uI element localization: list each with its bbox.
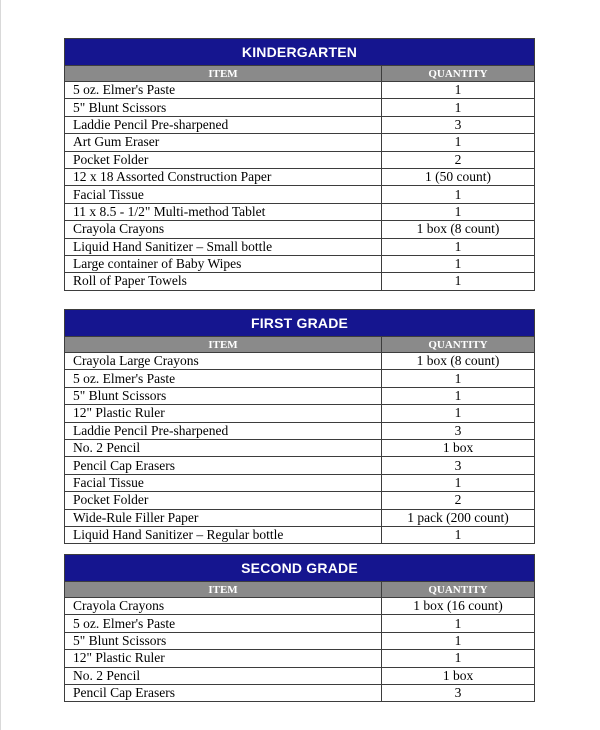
item-cell: No. 2 Pencil xyxy=(65,667,382,684)
table-row xyxy=(65,650,535,667)
item-cell: 11 x 8.5 - 1/2" Multi-method Tablet xyxy=(65,203,382,220)
item-cell: Liquid Hand Sanitizer – Regular bottle xyxy=(65,526,382,543)
item-column-header: ITEM xyxy=(65,66,382,82)
quantity-cell: 1 box xyxy=(382,439,535,456)
item-cell: Pocket Folder xyxy=(65,492,382,509)
section-title: FIRST GRADE xyxy=(65,310,535,337)
item-cell: 5" Blunt Scissors xyxy=(65,99,382,116)
quantity-cell: 1 xyxy=(382,650,535,667)
table-row xyxy=(65,422,535,439)
quantity-cell: 1 xyxy=(382,99,535,116)
table-row xyxy=(65,203,535,220)
item-cell: 5 oz. Elmer's Paste xyxy=(65,82,382,99)
table-row xyxy=(65,82,535,99)
quantity-cell: 1 xyxy=(382,615,535,632)
table-row xyxy=(65,273,535,290)
quantity-cell: 1 xyxy=(382,134,535,151)
table-row xyxy=(65,134,535,151)
quantity-cell: 1 pack (200 count) xyxy=(382,509,535,526)
quantity-cell: 1 xyxy=(382,186,535,203)
quantity-cell: 1 xyxy=(382,203,535,220)
table-row xyxy=(65,186,535,203)
item-cell: Crayola Crayons xyxy=(65,221,382,238)
quantity-cell: 1 box (16 count) xyxy=(382,598,535,615)
quantity-cell: 3 xyxy=(382,116,535,133)
table-row xyxy=(65,474,535,491)
item-cell: 12 x 18 Assorted Construction Paper xyxy=(65,168,382,185)
table-row xyxy=(65,439,535,456)
quantity-cell: 1 xyxy=(382,82,535,99)
item-cell: Laddie Pencil Pre-sharpened xyxy=(65,422,382,439)
table-row xyxy=(65,370,535,387)
quantity-cell: 1 xyxy=(382,387,535,404)
table-row xyxy=(65,598,535,615)
quantity-cell: 1 xyxy=(382,405,535,422)
table-row xyxy=(65,509,535,526)
quantity-cell: 1 (50 count) xyxy=(382,168,535,185)
item-cell: Large container of Baby Wipes xyxy=(65,255,382,272)
item-cell: Laddie Pencil Pre-sharpened xyxy=(65,116,382,133)
table-row xyxy=(65,99,535,116)
quantity-cell: 1 box (8 count) xyxy=(382,221,535,238)
quantity-cell: 1 xyxy=(382,255,535,272)
item-cell: 5" Blunt Scissors xyxy=(65,632,382,649)
quantity-cell: 3 xyxy=(382,422,535,439)
table-row xyxy=(65,238,535,255)
quantity-cell: 1 xyxy=(382,526,535,543)
table-row xyxy=(65,151,535,168)
quantity-cell: 1 xyxy=(382,238,535,255)
quantity-column-header: QUANTITY xyxy=(382,582,535,598)
table-row xyxy=(65,684,535,701)
item-cell: Liquid Hand Sanitizer – Small bottle xyxy=(65,238,382,255)
item-cell: Facial Tissue xyxy=(65,186,382,203)
table-row xyxy=(65,615,535,632)
quantity-cell: 1 box (8 count) xyxy=(382,353,535,370)
table-row xyxy=(65,255,535,272)
item-cell: Pencil Cap Erasers xyxy=(65,457,382,474)
quantity-cell: 3 xyxy=(382,684,535,701)
column-header-row xyxy=(65,66,535,82)
title-row xyxy=(65,39,535,66)
item-cell: 5 oz. Elmer's Paste xyxy=(65,615,382,632)
item-cell: Roll of Paper Towels xyxy=(65,273,382,290)
item-cell: 5" Blunt Scissors xyxy=(65,387,382,404)
second-grade-table xyxy=(64,554,535,702)
title-row xyxy=(65,555,535,582)
quantity-column-header: QUANTITY xyxy=(382,337,535,353)
table-row xyxy=(65,387,535,404)
page-edge xyxy=(0,0,1,730)
item-cell: 12" Plastic Ruler xyxy=(65,650,382,667)
item-column-header: ITEM xyxy=(65,337,382,353)
table-row xyxy=(65,168,535,185)
table-row xyxy=(65,457,535,474)
quantity-cell: 2 xyxy=(382,492,535,509)
item-cell: Facial Tissue xyxy=(65,474,382,491)
title-row xyxy=(65,310,535,337)
column-header-row xyxy=(65,582,535,598)
item-cell: 5 oz. Elmer's Paste xyxy=(65,370,382,387)
quantity-cell: 3 xyxy=(382,457,535,474)
quantity-cell: 1 xyxy=(382,632,535,649)
column-header-row xyxy=(65,337,535,353)
quantity-cell: 1 xyxy=(382,273,535,290)
item-cell: Crayola Large Crayons xyxy=(65,353,382,370)
table-row xyxy=(65,221,535,238)
first-grade-table xyxy=(64,309,535,544)
table-row xyxy=(65,667,535,684)
item-cell: Art Gum Eraser xyxy=(65,134,382,151)
table-row xyxy=(65,116,535,133)
table-row xyxy=(65,526,535,543)
item-cell: No. 2 Pencil xyxy=(65,439,382,456)
table-row xyxy=(65,492,535,509)
quantity-cell: 1 xyxy=(382,370,535,387)
quantity-cell: 1 box xyxy=(382,667,535,684)
quantity-column-header: QUANTITY xyxy=(382,66,535,82)
table-row xyxy=(65,405,535,422)
quantity-cell: 1 xyxy=(382,474,535,491)
item-column-header: ITEM xyxy=(65,582,382,598)
section-title: KINDERGARTEN xyxy=(65,39,535,66)
item-cell: Wide-Rule Filler Paper xyxy=(65,509,382,526)
quantity-cell: 2 xyxy=(382,151,535,168)
kindergarten-table xyxy=(64,38,535,291)
table-row xyxy=(65,632,535,649)
item-cell: 12" Plastic Ruler xyxy=(65,405,382,422)
table-row xyxy=(65,353,535,370)
item-cell: Pencil Cap Erasers xyxy=(65,684,382,701)
item-cell: Pocket Folder xyxy=(65,151,382,168)
item-cell: Crayola Crayons xyxy=(65,598,382,615)
section-title: SECOND GRADE xyxy=(65,555,535,582)
